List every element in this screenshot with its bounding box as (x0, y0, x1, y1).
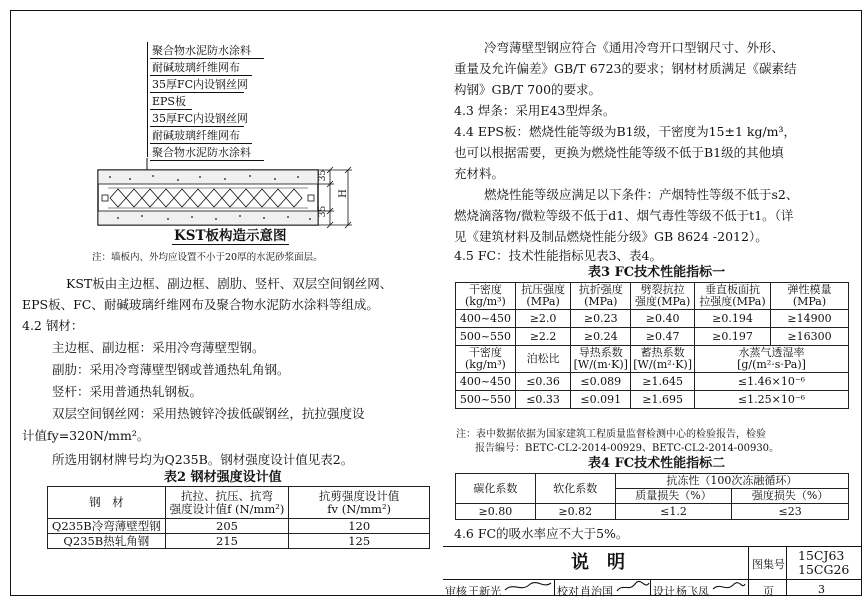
reviewer-name: 王新光 (468, 585, 501, 598)
header-line: (kg/m³) (465, 295, 506, 308)
layer-label: 耐碱玻璃纤维网布 (150, 60, 252, 76)
text-line: 见《建筑材料及制品燃烧性能分级》GB 8624 -2012）。 (454, 229, 768, 244)
section-heading: 4.3 焊条：采用E43型焊条。 (454, 103, 616, 118)
header-line: (MPa) (584, 295, 618, 308)
table3-header (695, 346, 849, 373)
text-line: KST板由主边框、副边框、剧肋、竖杆、双层空间钢丝网、 (66, 276, 393, 291)
header-line: 强度设计值f (N/mm²) (169, 501, 285, 516)
table2 (47, 486, 430, 549)
table3-header (695, 283, 771, 310)
table3-cell: ≥0.24 (571, 328, 631, 346)
header-line: 弹性模量 (787, 283, 832, 296)
header-line: 水蒸气透湿率 (738, 346, 805, 359)
layer-label: 聚合物水泥防水涂料 (150, 43, 264, 59)
section-heading: 4.4 EPS板：燃烧性能等级为B1级，干密度为15±1 kg/m³， (454, 124, 797, 139)
table3-cell: ≥2.0 (515, 310, 570, 328)
table2-header (289, 487, 430, 519)
layer-label: 聚合物水泥防水涂料 (150, 145, 264, 161)
table4-cell: ≤23 (732, 504, 849, 520)
table3-header (456, 346, 516, 373)
table4-cell: ≥0.82 (535, 504, 615, 520)
table4 (455, 473, 849, 520)
text-line: 所选用钢材牌号均为Q235B。钢材强度设计值见表2。 (52, 452, 354, 467)
section-heading: 4.5 FC：技术性能指标见表3、表4。 (454, 248, 662, 263)
table4-cell: ≤1.2 (615, 504, 732, 520)
table2-title: 表2 钢材强度设计值 (164, 470, 282, 485)
table3-header (631, 283, 695, 310)
table3-cell: ≤1.25×10⁻⁶ (695, 391, 849, 409)
header-line: 抗折强度 (578, 283, 623, 296)
layer-label: 耐碱玻璃纤维网布 (150, 128, 252, 144)
page-label: 页 (763, 585, 774, 598)
design-label: 设计 (653, 585, 675, 598)
header-line: fv (N/mm²) (327, 501, 392, 516)
table3-cell: ≥0.194 (695, 310, 771, 328)
layer-label: 35厚FC内设钢丝网 (152, 112, 249, 125)
table3-cell: ≤1.46×10⁻⁶ (695, 373, 849, 391)
header-line: [W/(m·K)] (573, 358, 628, 371)
table3-cell: ≤0.089 (571, 373, 631, 391)
layer-label: EPS板 (150, 94, 192, 110)
header-line: (MPa) (792, 295, 827, 308)
figure-note: 注：墙板内、外均应设置不小于20厚的水泥砂浆面层。 (92, 252, 323, 263)
text-line: 副肋：采用冷弯薄壁型钢或普通热轧角钢。 (52, 362, 290, 377)
dim-top: 35 (318, 169, 329, 182)
leader-line (147, 42, 148, 157)
table4-header: 质量损失（%） (615, 489, 732, 504)
table3-header: 泊松比 (515, 346, 570, 373)
header-line: 拉强度(MPa) (699, 295, 766, 308)
text-line: 冷弯薄壁型钢应符合《通用冷弯开口型钢尺寸、外形、 (484, 40, 785, 55)
table2-cell: 120 (289, 519, 430, 534)
checker-name: 肖治国 (580, 585, 613, 598)
title-block-divider (554, 579, 555, 596)
check-label: 校对 (557, 585, 579, 598)
text-line: 构钢》GB/T 700的要求。 (454, 82, 602, 97)
table3-cell: ≥1.695 (631, 391, 695, 409)
table4-header: 抗冻性（100次冻融循环） (615, 474, 848, 489)
table2-header (165, 487, 289, 519)
table3-header (515, 283, 570, 310)
section-heading: 4.2 钢材： (22, 318, 84, 333)
text-line: 重量及允许偏差》GB/T 6723的要求；钢材材质满足《碳素结 (454, 61, 797, 76)
header-line: 干密度 (468, 346, 502, 359)
header-line: 干密度 (468, 283, 502, 296)
atlas-label: 图集号 (752, 558, 785, 571)
header-line: 导热系数 (578, 346, 623, 359)
title-block-divider (786, 546, 787, 596)
sheet-title: 说 明 (571, 552, 625, 573)
table4-title: 表4 FC技术性能指标二 (588, 456, 726, 471)
table3-cell: ≤0.36 (515, 373, 570, 391)
table3-cell: 500~550 (456, 328, 516, 346)
checker-signature (615, 580, 651, 594)
designer-name: 杨飞凤 (676, 585, 709, 598)
text-line: EPS板、FC、耐碱玻璃纤维网布及聚合物水泥防水涂料等组成。 (22, 297, 379, 312)
table3-header (571, 283, 631, 310)
table4-header: 碳化系数 (456, 474, 536, 504)
header-line: 抗拉、抗压、抗弯 (181, 488, 274, 503)
section-heading: 4.6 FC的吸水率应不大于5%。 (454, 526, 629, 541)
header-line: 强度(MPa) (634, 295, 691, 308)
dim-bottom: 35 (318, 205, 329, 218)
header-line: 抗剪强度设计值 (318, 488, 400, 503)
table4-header: 软化系数 (535, 474, 615, 504)
table2-cell: 205 (165, 519, 289, 534)
title-block-rule (443, 546, 862, 547)
page-number: 3 (818, 583, 825, 596)
atlas-number: 15CG26 (798, 562, 850, 577)
table3-cell: ≥0.23 (571, 310, 631, 328)
dim-total: H (337, 189, 349, 198)
table4-header: 强度损失（%） (732, 489, 849, 504)
header-line: [g/(m²·s·Pa)] (737, 358, 806, 371)
atlas-number: 15CJ63 (798, 548, 845, 563)
table3-header (631, 346, 695, 373)
header-line: (kg/m³) (465, 358, 506, 371)
table3-header (770, 283, 848, 310)
review-label: 审核 (445, 585, 467, 598)
table3-cell: ≥0.197 (695, 328, 771, 346)
table3-header (571, 346, 631, 373)
table2-header: 钢 材 (48, 487, 166, 519)
table3-cell: ≤0.33 (515, 391, 570, 409)
table2-cell: 125 (289, 534, 430, 549)
table3-cell: 400~450 (456, 373, 516, 391)
layer-label: 35厚FC内设钢丝网 (152, 78, 249, 91)
text-line: 燃烧性能等级应满足以下条件：产烟特性等级不低于s2、 (484, 187, 799, 202)
header-line: 垂直板面抗 (704, 283, 760, 296)
table2-cell: Q235B热轧角钢 (48, 534, 166, 549)
header-line: (MPa) (526, 295, 560, 308)
designer-signature (711, 580, 747, 594)
text-line: 充材料。 (454, 166, 505, 181)
text-line: 燃烧滴落物/微粒等级不低于d1、烟气毒性等级不低于t1。（详 (454, 208, 794, 223)
header-line: 抗压强度 (521, 283, 566, 296)
table3-note: 报告编号：BETC-CL2-2014-00929、BETC-CL2-2014-00930。 (475, 443, 780, 454)
table3-cell: ≥0.40 (631, 310, 695, 328)
table3-note: 注：表中数据依据为国家建筑工程质量监督检测中心的检验报告，检验 (456, 429, 766, 440)
table3-cell: 400~450 (456, 310, 516, 328)
table2-cell: Q235B冷弯薄壁型钢 (48, 519, 166, 534)
text-line: 计值fy=320N/mm²。 (22, 428, 150, 443)
table3-cell: ≥14900 (770, 310, 848, 328)
header-line: 劈裂抗拉 (640, 283, 685, 296)
text-line: 主边框、副边框：采用冷弯薄壁型钢。 (52, 340, 265, 355)
table2-cell: 215 (165, 534, 289, 549)
text-line: 也可以根据需要，更换为燃烧性能等级不低于B1级的其他填 (454, 145, 784, 160)
reviewer-signature (503, 580, 553, 594)
table3-cell: 500~550 (456, 391, 516, 409)
header-line: [W/(m²·K)] (633, 358, 692, 371)
figure-caption: KST板构造示意图 (174, 228, 287, 244)
title-block-divider (748, 546, 749, 596)
table3-title: 表3 FC技术性能指标一 (588, 265, 726, 280)
text-line: 竖杆：采用普通热轧钢板。 (52, 384, 203, 399)
table3-cell: ≥1.645 (631, 373, 695, 391)
header-line: 蓄热系数 (640, 346, 685, 359)
table3-header (456, 283, 516, 310)
table4-cell: ≥0.80 (456, 504, 536, 520)
table3-cell: ≤0.091 (571, 391, 631, 409)
table3-cell: ≥2.2 (515, 328, 570, 346)
title-block (443, 546, 862, 596)
table3-cell: ≥0.47 (631, 328, 695, 346)
table3-cell: ≥16300 (770, 328, 848, 346)
table3 (455, 282, 849, 409)
text-line: 双层空间钢丝网：采用热镀锌冷拔低碳钢丝，抗拉强度设 (52, 406, 365, 421)
title-block-divider (650, 579, 651, 596)
